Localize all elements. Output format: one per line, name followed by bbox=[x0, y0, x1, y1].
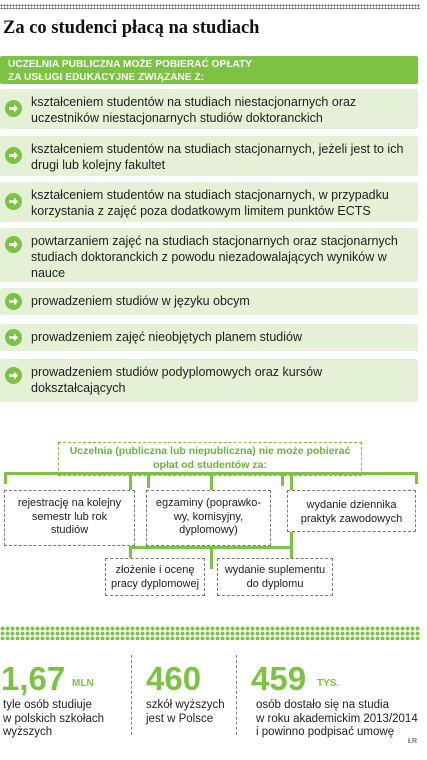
box-line: wy, komisyjny, bbox=[173, 510, 244, 523]
box-line: semestr lub rok bbox=[31, 510, 108, 523]
author-credit: ŁR bbox=[408, 738, 417, 745]
no-fee-box bbox=[287, 490, 416, 532]
no-fee-box bbox=[146, 490, 271, 546]
stat-unit: TYS. bbox=[317, 678, 340, 689]
fee-item bbox=[0, 89, 418, 129]
box-line: egzaminy (poprawko- bbox=[155, 497, 262, 509]
section-header bbox=[0, 56, 418, 84]
diagram-title bbox=[58, 442, 362, 476]
top-dotted-rule bbox=[0, 4, 420, 9]
stat-line: i powinno podpisać umowę bbox=[256, 726, 395, 738]
connector-line bbox=[129, 546, 293, 549]
connector-line bbox=[147, 474, 150, 488]
diagram-title-line2: opłat od studentów za: bbox=[153, 458, 267, 471]
box-line: praktyk zawodowych bbox=[300, 512, 403, 525]
stat-line: jest w Polsce bbox=[146, 712, 214, 725]
box-line: rejestrację na kolejny bbox=[17, 497, 122, 509]
fee-item bbox=[0, 228, 418, 282]
page-title: Za co studenci płacą na studiach bbox=[3, 18, 260, 38]
box-line: studiów bbox=[50, 524, 89, 536]
box-line: wydanie dziennika bbox=[306, 499, 397, 511]
stat-value: 460 bbox=[146, 660, 202, 697]
stat-description bbox=[146, 699, 225, 726]
arrow-right-icon bbox=[5, 236, 22, 253]
box-line: pracy dyplomowej bbox=[110, 577, 200, 590]
arrow-right-icon bbox=[5, 147, 22, 164]
arrow-right-icon bbox=[5, 293, 22, 310]
arrow-right-icon bbox=[5, 100, 22, 117]
no-fee-box bbox=[105, 558, 205, 596]
green-dotted-divider bbox=[0, 626, 420, 640]
stat-line: wyższych bbox=[3, 726, 53, 738]
fee-item bbox=[0, 136, 418, 176]
box-line: wydanie suplementu bbox=[224, 564, 326, 576]
stat-value: 459 bbox=[251, 660, 307, 697]
stat-line: w polskich szkołach bbox=[3, 712, 104, 725]
section-header-line1: UCZELNIA PUBLICZNA MOŻE POBIERAĆ OPŁATY bbox=[8, 59, 253, 70]
arrow-right-icon bbox=[5, 193, 22, 210]
fee-item-text: prowadzeniem studiów podyplomowych oraz kursów dokształcających bbox=[31, 365, 323, 395]
fee-item bbox=[0, 182, 418, 222]
section-header-line2: ZA USŁUGI EDUKACYJNE ZWIĄZANE Z: bbox=[8, 72, 205, 83]
stat-line: szkół wyższych bbox=[146, 699, 225, 711]
stat-line: osób dostało się na studia bbox=[256, 699, 389, 711]
stat-value: 1,67 bbox=[1, 660, 66, 697]
fee-item-text: prowadzeniem studiów w języku obcym bbox=[31, 294, 250, 308]
fee-item-text: kształceniem studentów na studiach stacjonarnych, jeżeli jest to ich drugi lub kolejny fakultet bbox=[31, 142, 404, 172]
diagram-title-line1: Uczelnia (publiczna lub niepubliczna) nie może pobierać bbox=[69, 445, 351, 457]
stat-separator bbox=[131, 655, 132, 735]
no-fee-box bbox=[4, 490, 135, 546]
fee-item-text: powtarzaniem zajęć na studiach stacjonarnych oraz stacjonarnych studiach doktoranckich z powodu niezadowalających wyników w nauce bbox=[31, 234, 398, 280]
stat-separator bbox=[236, 655, 237, 735]
stat-unit: MLN bbox=[72, 678, 94, 689]
box-line: do dyplomu bbox=[246, 577, 304, 590]
connector-line bbox=[4, 472, 7, 484]
fee-item bbox=[0, 324, 418, 351]
stat-description bbox=[256, 699, 418, 740]
box-line: dyplomowy) bbox=[179, 524, 238, 536]
fee-item-text: kształceniem studentów na studiach niestacjonarnych oraz uczestników niestacjonarnych studiów doktoranckich bbox=[31, 95, 357, 125]
box-line: złożenie i ocenę bbox=[115, 564, 195, 576]
connector-line bbox=[415, 472, 418, 484]
stat-description bbox=[3, 699, 104, 740]
fee-item-text: prowadzeniem zajęć nieobjętych planem studiów bbox=[31, 330, 302, 344]
stat-line: tyle osób studiuje bbox=[3, 699, 92, 711]
fee-item bbox=[0, 359, 418, 402]
fee-item-text: kształceniem studentów na studiach stacjonarnych, w przypadku korzystania z zajęć poza dodatkowym limitem punktów ECTS bbox=[31, 188, 389, 218]
stat-line: w roku akademickim 2013/2014 bbox=[256, 712, 418, 725]
fee-item bbox=[0, 288, 418, 315]
no-fee-box bbox=[217, 558, 333, 596]
arrow-right-icon bbox=[5, 367, 22, 384]
arrow-right-icon bbox=[5, 329, 22, 346]
